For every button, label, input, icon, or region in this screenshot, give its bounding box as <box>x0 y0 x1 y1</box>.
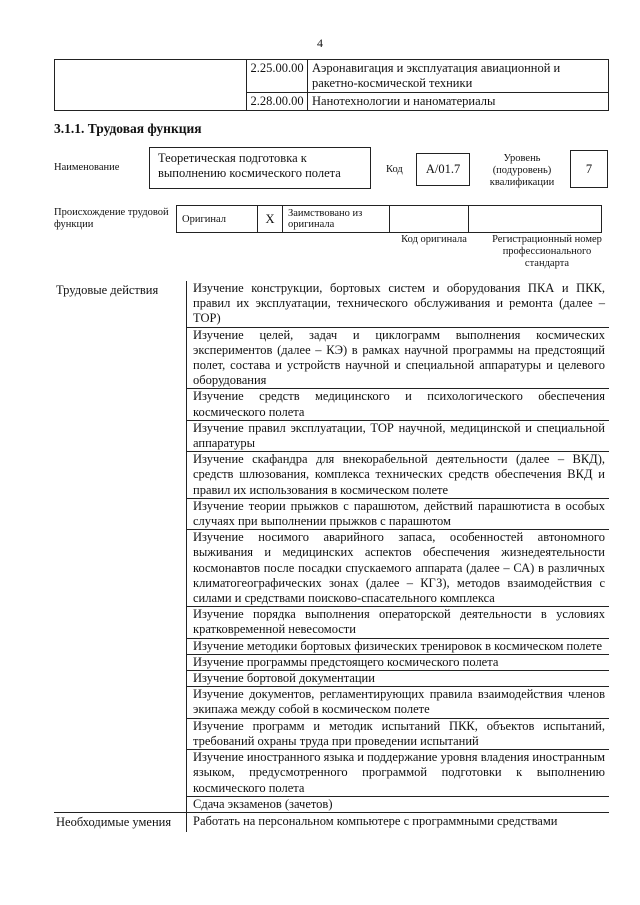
level-label: Уровень (подуровень) квалификации <box>489 153 555 188</box>
table-row <box>54 812 609 832</box>
original-mark: Х <box>258 206 283 233</box>
labor-action: Изучение теории прыжков с парашютом, действий парашютиста в особых случаях при выполнении прыжков с парашютом <box>187 499 609 530</box>
specialty-code: 2.28.00.00 <box>247 93 308 111</box>
labor-action: Изучение порядка выполнения операторской деятельности в условиях кратковременной невесомости <box>187 607 609 638</box>
labor-action: Изучение методики бортовых физических тренировок в космическом полете <box>187 639 609 655</box>
labor-action: Изучение документов, регламентирующих правила взаимодействия членов экипажа между собой в космическом полете <box>187 687 609 718</box>
labor-action: Изучение целей, задач и циклограмм выполнения космических экспериментов (далее – КЭ) в рамках научной программы на предстоящий полет, состава и устройств научной и специальной аппаратуры и целевого оборудования <box>187 328 609 390</box>
borrowed-label: Заимствовано из оригинала <box>283 206 390 233</box>
labor-action: Изучение программы предстоящего космического полета <box>187 655 609 671</box>
specialty-name: Нанотехнологии и наноматериалы <box>308 93 609 111</box>
function-code-box: А/01.7 <box>416 153 470 186</box>
skills-label: Необходимые умения <box>54 812 187 832</box>
labor-action: Изучение программ и методик испытаний ПКК, объектов испытаний, требований охраны труда при проведении испытаний <box>187 719 609 750</box>
page-number: 4 <box>317 36 323 50</box>
labor-actions-list <box>187 281 610 812</box>
origin-label: Происхождение трудовой функции <box>54 207 169 230</box>
reg-number-label: Регистрационный номер профессионального стандарта <box>492 234 602 269</box>
specialty-table <box>54 59 609 111</box>
empty-cell <box>55 60 247 111</box>
labor-action: Изучение иностранного языка и поддержание уровня владения иностранным языком, предусмотренного программой подготовки к выполнению космического полета <box>187 750 609 797</box>
name-label: Наименование <box>54 162 120 173</box>
skills-list <box>187 812 610 832</box>
labor-action: Изучение скафандра для внекорабельной деятельности (далее – ВКД), средств шлюзования, комплекса технических средств обеспечения ВКД и правил их использования в космическом полете <box>187 452 609 499</box>
original-label: Оригинал <box>177 206 258 233</box>
code-label: Код <box>386 164 403 175</box>
level-box: 7 <box>570 150 608 188</box>
labor-function-table <box>54 281 609 832</box>
labor-action: Изучение средств медицинского и психологического обеспечения космического полета <box>187 389 609 420</box>
reg-number-cell <box>469 206 602 233</box>
function-name-box: Теоретическая подготовка к выполнению космического полета <box>149 147 371 189</box>
labor-action: Изучение конструкции, бортовых систем и оборудования ПКА и ПКК, правил их эксплуатации, технического обслуживания и ремонта (далее – ТОР) <box>187 281 609 328</box>
code-original-label: Код оригинала <box>401 234 467 245</box>
labor-action: Сдача экзаменов (зачетов) <box>193 796 333 811</box>
origin-table <box>176 205 602 233</box>
table-row <box>55 60 609 93</box>
code-original-cell <box>390 206 469 233</box>
skill-item: Работать на персональном компьютере с программными средствами <box>193 813 558 828</box>
labor-action: Изучение бортовой документации <box>187 671 609 687</box>
labor-action: Изучение носимого аварийного запаса, особенностей автономного выживания и медицинских аспектов обеспечения жизнедеятельности космонавтов после посадки спускаемого аппарата (далее – СА) в различных климатогеографических зонах (далее – КГЗ), методов взаимодействия с силами и средствами поисково-спасательного комплекса <box>187 530 609 607</box>
labor-actions-label: Трудовые действия <box>56 283 159 297</box>
specialty-code: 2.25.00.00 <box>247 60 308 93</box>
section-title: 3.1.1. Трудовая функция <box>54 121 202 136</box>
specialty-name: Аэронавигация и эксплуатация авиационной и ракетно-космической техники <box>308 60 609 93</box>
table-row <box>54 281 609 812</box>
table-row <box>177 206 602 233</box>
labor-action: Изучение правил эксплуатации, ТОР научной, медицинской и специальной аппаратуры <box>187 421 609 452</box>
